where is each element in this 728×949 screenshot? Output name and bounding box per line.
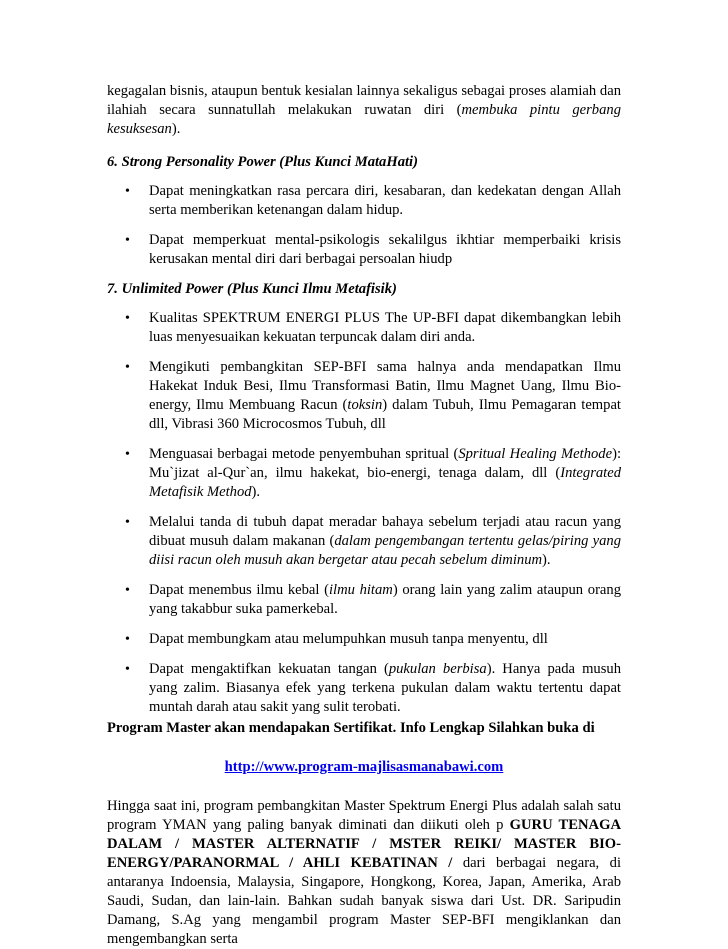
list-item-emphasis: Spritual Healing Methode xyxy=(458,446,613,462)
bullet-icon: • xyxy=(125,184,130,199)
section-7-heading: 7. Unlimited Power (Plus Kunci Ilmu Metafisik) xyxy=(107,281,397,297)
list-item-text: ). Hanya pada musuh yang zalim. Biasanya efek yang terkena pukulan dalam waktu tertentu dapat muntah darah atau sakit yang sulit terobati. xyxy=(149,661,621,715)
closing-bold-text: GURU TENAGA DALAM / MASTER ALTERNATIF / MSTER REIKI/ MASTER BIO-ENERGY/PARANORMAL / AHLI KEBATINAN / xyxy=(107,817,621,871)
program-link[interactable]: http://www.program-majlisasmanabawi.com xyxy=(224,759,504,775)
section-7-list xyxy=(107,309,621,717)
list-item-emphasis: toksin xyxy=(347,397,383,413)
list-item xyxy=(107,660,621,717)
list-item-text: Dapat menembus ilmu kebal ( xyxy=(149,582,329,598)
list-item-text: ) dalam Tubuh, Ilmu Pemagaran tempat dll, Vibrasi 360 Microcosmos Tubuh, dll xyxy=(149,397,621,432)
bullet-icon: • xyxy=(125,583,130,598)
list-item-text: ) orang lain yang zalim ataupun orang yang takabbur suka pamerkebal. xyxy=(149,582,622,617)
intro-text-end: ). xyxy=(171,121,181,137)
list-item-text: Dapat mengaktifkan kekuatan tangan ( xyxy=(149,661,389,677)
bullet-icon: • xyxy=(125,360,130,375)
list-item-text: ). xyxy=(542,552,551,568)
section-6-list xyxy=(107,182,621,269)
list-item xyxy=(107,513,621,570)
list-item-text: Menguasai berbagai metode penyembuhan spritual ( xyxy=(149,446,459,462)
bullet-icon: • xyxy=(125,662,130,677)
bullet-icon: • xyxy=(125,447,130,462)
list-item xyxy=(107,231,621,269)
bullet-icon: • xyxy=(125,515,130,530)
list-item xyxy=(107,358,621,434)
bullet-icon: • xyxy=(125,632,130,647)
list-item-emphasis: Integrated Metafisik Method xyxy=(149,465,621,500)
list-item-emphasis: pukulan berbisa xyxy=(388,661,487,677)
list-item-text: ). xyxy=(251,484,261,500)
bullet-icon: • xyxy=(125,233,130,248)
program-note: Program Master akan mendapakan Sertifikat. Info Lengkap Silahkan buka di xyxy=(107,720,595,736)
list-item xyxy=(107,630,621,649)
list-item-text: Melalui tanda di tubuh dapat meradar bahaya sebelum terjadi atau racun yang dibuat musuh dalam makanan ( xyxy=(149,514,621,549)
document-page xyxy=(107,82,621,949)
list-item-emphasis: ilmu hitam xyxy=(328,582,393,598)
list-item xyxy=(107,309,621,347)
section-6-heading: 6. Strong Personality Power (Plus Kunci MataHati) xyxy=(107,154,418,170)
list-item xyxy=(107,182,621,220)
list-item-text: ): Mu`jizat al-Qur`an, ilmu hakekat, bio-energi, tenaga dalam, dll ( xyxy=(149,446,621,481)
list-item-text: Dapat memperkuat mental-psikologis sekalilgus ikhtiar memperbaiki krisis kerusakan mental diri dari berbagai persoalan hiudp xyxy=(149,232,621,267)
bullet-icon: • xyxy=(125,311,130,326)
list-item xyxy=(107,581,621,619)
closing-paragraph xyxy=(107,797,621,949)
list-item-emphasis: dalam pengembangan tertentu gelas/piring yang diisi racun oleh musuh akan bergetar atau pecah sebelum diminum xyxy=(149,533,622,568)
closing-text-end: dari berbagai negara, di antaranya Indoensia, Malaysia, Singapore, Hongkong, Korea, Japan, Amerika, Arab Saudi, Sudan, dan lain-lain. Bahkan sudah banyak siswa dari Ust. DR. Saripudin Damang, S.Ag yang mengambil program Master SEP-BFI mengiklankan dan mengembangkan serta xyxy=(107,855,621,947)
link-row xyxy=(107,758,621,777)
intro-paragraph xyxy=(107,82,621,139)
list-item-text: Mengikuti pembangkitan SEP-BFI sama halnya anda mendapatkan Ilmu Hakekat Induk Besi, Ilmu Transformasi Batin, Ilmu Magnet Uang, Ilmu Bio-energy, Ilmu Membuang Racun ( xyxy=(149,359,621,413)
intro-text: kegagalan bisnis, ataupun bentuk kesialan lainnya sekaligus sebagai proses alamiah dan ilahiah secara sunnatullah melakukan ruwatan diri ( xyxy=(107,83,621,118)
closing-text: Hingga saat ini, program pembangkitan Master Spektrum Energi Plus adalah salah satu program YMAN yang paling banyak diminati dan diikuti oleh p xyxy=(107,798,621,833)
intro-emphasis: membuka pintu gerbang kesuksesan xyxy=(107,102,621,137)
list-item xyxy=(107,445,621,502)
list-item-text: Kualitas SPEKTRUM ENERGI PLUS The UP-BFI dapat dikembangkan lebih luas menyesuaikan kekuatan terpuncak dalam diri anda. xyxy=(149,310,621,345)
list-item-text: Dapat meningkatkan rasa percara diri, kesabaran, dan kedekatan dengan Allah serta memberikan ketenangan dalam hidup. xyxy=(149,183,621,218)
list-item-text: Dapat membungkam atau melumpuhkan musuh tanpa menyentu, dll xyxy=(149,631,548,647)
